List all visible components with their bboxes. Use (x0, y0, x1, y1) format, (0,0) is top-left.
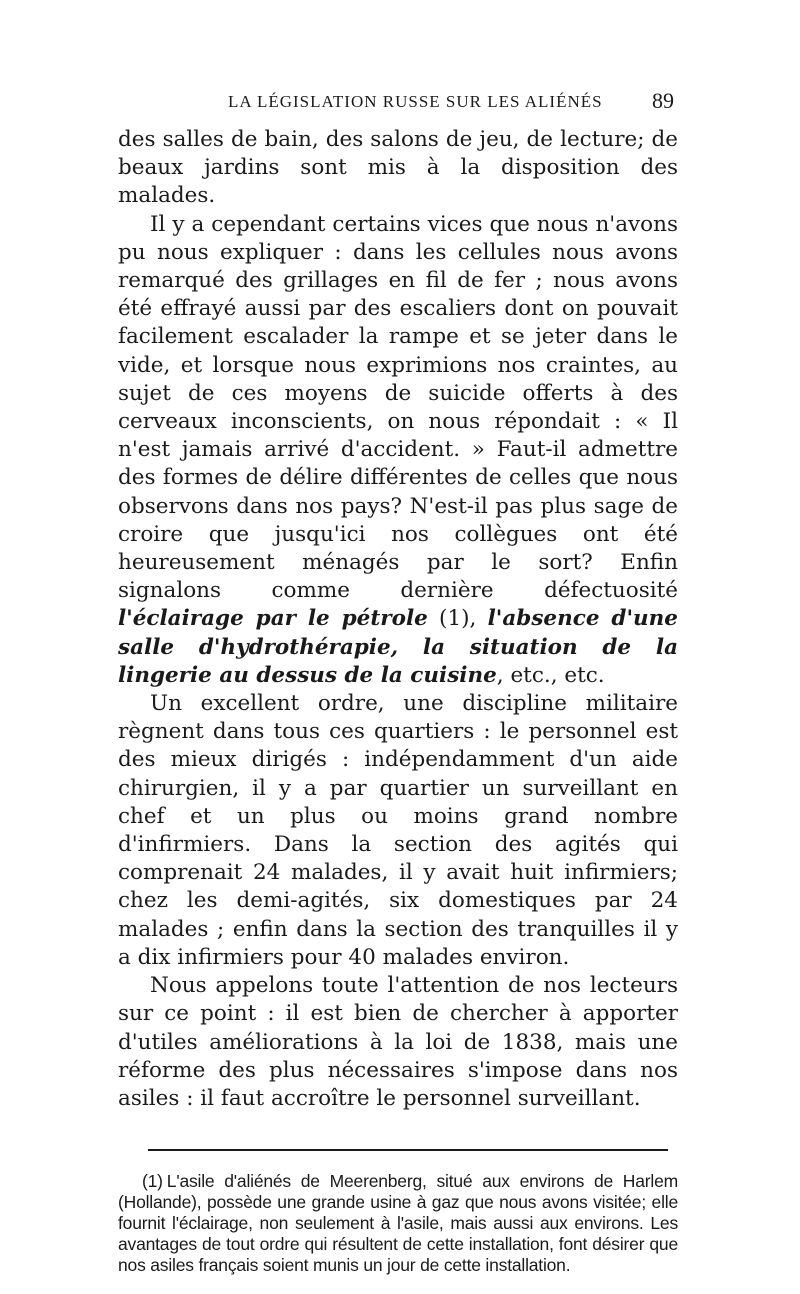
italic-phrase-defects: l'absence d'une salle d'hydrothérapie, la situation de la lingerie au dessus de la cuisine (118, 606, 678, 688)
paragraph-2-text: Il y a cependant certains vices que nous n'avons pu nous expliquer : dans les cellules nous avons remarqué des grillages en fil de fer ; nous avons été effrayé aussi par des escaliers dont on pouvait facilement escalader la rampe et se jeter dans le vide, et lorsque nous exprimions nos craintes, au sujet de ces moyens de suicide offerts à des cerveaux inconscients, on nous répondait : « Il n'est jamais arrivé d'accident. » Faut-il admettre des formes de délire différentes de celles que nous observons dans nos pays? N'est-il pas plus sage de croire que jusqu'ici nos collègues ont été heureusement ménagés par le sort? Enfin signalons comme dernière défectuosité (118, 211, 678, 604)
paragraph-4: Nous appelons toute l'attention de nos lecteurs sur ce point : il est bien de chercher à apporter d'utiles améliorations à la loi de 1838, mais une réforme des plus nécessaires s'impose dans nos asiles : il faut accroître le personnel surveillant. (118, 973, 678, 1111)
paragraph-2-end: , etc., etc. (496, 662, 605, 688)
book-page (118, 88, 678, 1294)
running-head (118, 88, 678, 118)
footnote-mark: (1) (142, 1171, 163, 1192)
footnote-divider (148, 1149, 668, 1151)
paragraph-2 (118, 211, 678, 690)
running-title: LA LÉGISLATION RUSSE SUR LES ALIÉNÉS (228, 92, 603, 111)
footnote-reference: (1), (427, 606, 488, 632)
paragraph-3: Un excellent ordre, une discipline militaire règnent dans tous ces quartiers : le personnel est des mieux dirigés : indépendamment d'un aide chirurgien, il y a par quartier un surveillant en chef et un plus ou moins grand nombre d'infirmiers. Dans la section des agités qui comprenait 24 malades, il y avait huit infirmiers; chez les demi-agités, six domestiques par 24 malades ; enfin dans la section des tranquilles il y a dix infirmiers pour 40 malades environ. (118, 691, 678, 970)
footnote-text: L'asile d'aliénés de Meerenberg, situé aux environs de Harlem (Hollande), possède une grande usine à gaz que nous avons visitée; elle fournit l'éclairage, non seulement à l'asile, mais aussi aux environs. Les avantages de tout ordre qui résultent de cette installation, font désirer que nos asiles français soient munis un jour de cette installation. (118, 1171, 678, 1276)
italic-phrase-lighting: l'éclairage par le pétrole (118, 606, 428, 632)
footnote (118, 1171, 678, 1276)
paragraph-1: des salles de bain, des salons de jeu, de lecture; de beaux jardins sont mis à la disposition des malades. (118, 127, 678, 209)
page-number: 89 (652, 88, 674, 113)
